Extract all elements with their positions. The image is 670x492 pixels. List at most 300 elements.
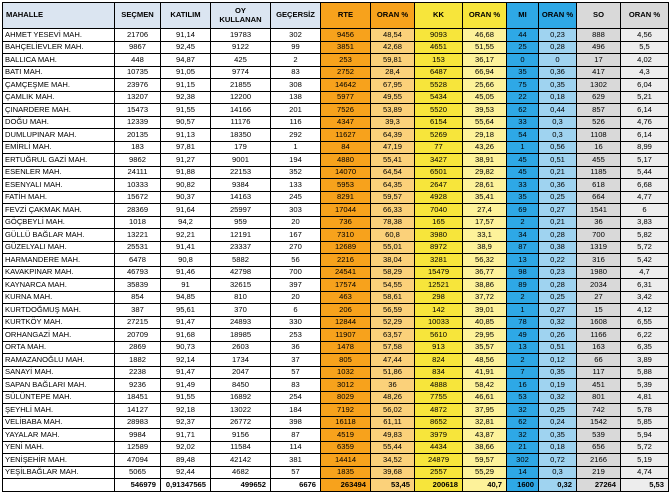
table-cell: 8652 — [415, 416, 463, 429]
table-cell: 11627 — [321, 129, 371, 142]
table-cell: 4,76 — [621, 116, 669, 129]
table-cell: 49,83 — [371, 429, 415, 442]
table-cell: 0,22 — [539, 254, 577, 267]
table-cell: 0,72 — [539, 454, 577, 467]
table-cell: 18451 — [115, 391, 161, 404]
table-cell: 539 — [577, 429, 621, 442]
total-cell: 40,7 — [463, 479, 507, 492]
table-cell: 5,44 — [621, 166, 669, 179]
table-cell: 4888 — [415, 379, 463, 392]
table-cell: 888 — [577, 29, 621, 42]
table-row — [3, 154, 669, 167]
table-cell: 45 — [507, 154, 539, 167]
table-cell: 56,02 — [371, 404, 415, 417]
table-cell: 17574 — [321, 279, 371, 292]
table-cell: 3012 — [321, 379, 371, 392]
mahalle-name-cell: ÇINARDERE MAH. — [3, 104, 115, 117]
table-cell: 43,87 — [463, 429, 507, 442]
table-cell: 0,25 — [539, 404, 577, 417]
table-cell: 6,68 — [621, 179, 669, 192]
table-cell: 352 — [271, 166, 321, 179]
table-cell: 18985 — [211, 329, 271, 342]
table-cell: 15672 — [115, 191, 161, 204]
table-cell: 4880 — [321, 154, 371, 167]
table-cell: 1166 — [577, 329, 621, 342]
table-cell: 857 — [577, 104, 621, 117]
table-cell: 11176 — [211, 116, 271, 129]
table-cell: 49,55 — [371, 91, 415, 104]
table-cell: 66 — [577, 354, 621, 367]
table-row — [3, 254, 669, 267]
total-cell: 1600 — [507, 479, 539, 492]
table-cell: 2 — [507, 354, 539, 367]
table-cell: 11584 — [211, 441, 271, 454]
mahalle-name-cell: FATİH MAH. — [3, 191, 115, 204]
mahalle-name-cell: ESENYALI MAH. — [3, 179, 115, 192]
table-row — [3, 229, 669, 242]
table-cell: 5,85 — [621, 416, 669, 429]
table-cell: 2034 — [577, 279, 621, 292]
table-cell: 55,41 — [371, 154, 415, 167]
table-cell: 21 — [507, 441, 539, 454]
table-row — [3, 191, 669, 204]
table-cell: 36,77 — [463, 266, 507, 279]
table-cell: 245 — [271, 191, 321, 204]
table-cell: 95,61 — [161, 304, 211, 317]
table-cell: 4,74 — [621, 466, 669, 479]
table-cell: 425 — [211, 54, 271, 67]
table-cell: 39,68 — [371, 466, 415, 479]
table-cell: 463 — [321, 291, 371, 304]
table-cell: 91,15 — [161, 79, 211, 92]
table-cell: 20 — [271, 291, 321, 304]
table-cell: 16118 — [321, 416, 371, 429]
table-cell: 2 — [507, 216, 539, 229]
table-cell: 33 — [507, 116, 539, 129]
table-cell: 6 — [621, 204, 669, 217]
table-cell: 91,27 — [161, 154, 211, 167]
table-cell: 1 — [507, 304, 539, 317]
table-cell: 44 — [507, 29, 539, 42]
table-cell: 801 — [577, 391, 621, 404]
table-cell: 9236 — [115, 379, 161, 392]
table-cell: 12200 — [211, 91, 271, 104]
table-cell: 22 — [507, 91, 539, 104]
table-cell: 29,18 — [463, 129, 507, 142]
table-cell: 27 — [577, 291, 621, 304]
table-cell: 4347 — [321, 116, 371, 129]
table-cell: 0,18 — [539, 441, 577, 454]
mahalle-name-cell: HARMANDERE MAH. — [3, 254, 115, 267]
table-cell: 526 — [577, 116, 621, 129]
table-cell: 87 — [507, 241, 539, 254]
table-cell: 0,28 — [539, 229, 577, 242]
table-cell: 5,94 — [621, 429, 669, 442]
table-cell: 618 — [577, 179, 621, 192]
table-cell: 5528 — [415, 79, 463, 92]
table-cell: 142 — [415, 304, 463, 317]
mahalle-name-cell: YEŞİLBAĞLAR MAH. — [3, 466, 115, 479]
table-cell: 47,44 — [371, 354, 415, 367]
table-cell: 4,56 — [621, 29, 669, 42]
table-cell: 316 — [577, 254, 621, 267]
table-cell: 91,41 — [161, 241, 211, 254]
table-cell: 23976 — [115, 79, 161, 92]
table-cell: 91,68 — [161, 329, 211, 342]
table-cell: 13207 — [115, 91, 161, 104]
table-cell: 9384 — [211, 179, 271, 192]
table-cell: 59,57 — [371, 191, 415, 204]
table-cell: 5,17 — [621, 154, 669, 167]
total-cell: 5,53 — [621, 479, 669, 492]
table-cell: 1018 — [115, 216, 161, 229]
table-row — [3, 241, 669, 254]
table-cell: 381 — [271, 454, 321, 467]
table-cell: 0,51 — [539, 341, 577, 354]
table-cell: 4,77 — [621, 191, 669, 204]
table-cell: 330 — [271, 316, 321, 329]
table-cell: 194 — [271, 154, 321, 167]
table-cell: 6154 — [415, 116, 463, 129]
table-cell: 45,05 — [463, 91, 507, 104]
table-cell: 5,21 — [621, 91, 669, 104]
table-cell: 39,01 — [463, 304, 507, 317]
table-cell: 1032 — [321, 366, 371, 379]
mahalle-name-cell: ÇAMLIK MAH. — [3, 91, 115, 104]
table-cell: 89,48 — [161, 454, 211, 467]
table-cell: 9122 — [211, 41, 271, 54]
table-cell: 24893 — [211, 316, 271, 329]
table-cell: 91,49 — [161, 379, 211, 392]
table-cell: 60,8 — [371, 229, 415, 242]
table-cell: 810 — [211, 291, 271, 304]
table-cell: 3980 — [415, 229, 463, 242]
table-cell: 303 — [271, 204, 321, 217]
table-cell: 12589 — [115, 441, 161, 454]
table-cell: 90,73 — [161, 341, 211, 354]
table-cell: 742 — [577, 404, 621, 417]
table-row — [3, 79, 669, 92]
table-cell: 0,23 — [539, 266, 577, 279]
table-cell: 163 — [577, 341, 621, 354]
table-cell: 308 — [271, 79, 321, 92]
table-cell: 1542 — [577, 416, 621, 429]
table-cell: 1882 — [115, 354, 161, 367]
header-rte-oran: ORAN % — [371, 3, 415, 29]
table-cell: 9862 — [115, 154, 161, 167]
table-cell: 12191 — [211, 229, 271, 242]
table-cell: 37,95 — [463, 404, 507, 417]
table-cell: 58,29 — [371, 266, 415, 279]
table-cell: 2869 — [115, 341, 161, 354]
table-cell: 11907 — [321, 329, 371, 342]
table-cell: 2647 — [415, 179, 463, 192]
table-cell: 64,35 — [371, 179, 415, 192]
table-cell: 7040 — [415, 204, 463, 217]
table-cell: 1478 — [321, 341, 371, 354]
table-cell: 2047 — [211, 366, 271, 379]
table-cell: 496 — [577, 41, 621, 54]
table-cell: 0,28 — [539, 279, 577, 292]
table-row — [3, 91, 669, 104]
mahalle-name-cell: YENİ MAH. — [3, 441, 115, 454]
table-cell: 91,47 — [161, 366, 211, 379]
table-cell: 0,26 — [539, 329, 577, 342]
table-cell: 7192 — [321, 404, 371, 417]
table-cell: 27,4 — [463, 204, 507, 217]
table-row — [3, 379, 669, 392]
table-cell: 36 — [271, 341, 321, 354]
table-cell: 91,14 — [161, 29, 211, 42]
table-cell: 824 — [415, 354, 463, 367]
table-cell: 53,89 — [371, 104, 415, 117]
table-cell: 55,01 — [371, 241, 415, 254]
table-row — [3, 179, 669, 192]
table-cell: 51,86 — [371, 366, 415, 379]
table-row — [3, 204, 669, 217]
table-cell: 92,44 — [161, 466, 211, 479]
table-row — [3, 129, 669, 142]
table-cell: 1302 — [577, 79, 621, 92]
table-cell: 397 — [271, 279, 321, 292]
table-cell: 36 — [371, 379, 415, 392]
table-cell: 21706 — [115, 29, 161, 42]
table-cell: 46,61 — [463, 391, 507, 404]
table-cell: 34,52 — [371, 454, 415, 467]
table-row — [3, 141, 669, 154]
table-cell: 270 — [271, 241, 321, 254]
table-cell: 6,35 — [621, 341, 669, 354]
table-cell: 59,57 — [463, 454, 507, 467]
mahalle-name-cell: ORHANGAZİ MAH. — [3, 329, 115, 342]
table-cell: 6 — [271, 304, 321, 317]
table-cell: 0,28 — [539, 41, 577, 54]
table-cell: 805 — [321, 354, 371, 367]
table-row — [3, 454, 669, 467]
total-cell: 263494 — [321, 479, 371, 492]
table-cell: 35 — [507, 66, 539, 79]
table-cell: 64,54 — [371, 166, 415, 179]
table-cell: 14127 — [115, 404, 161, 417]
table-cell: 23337 — [211, 241, 271, 254]
table-cell: 0,44 — [539, 104, 577, 117]
table-cell: 10333 — [115, 179, 161, 192]
table-cell: 25 — [507, 41, 539, 54]
table-cell: 33,1 — [463, 229, 507, 242]
table-cell: 0,21 — [539, 216, 577, 229]
table-cell: 92,02 — [161, 441, 211, 454]
totals-row — [3, 479, 669, 492]
table-cell: 138 — [271, 91, 321, 104]
header-mi: MI — [507, 3, 539, 29]
table-cell: 0,38 — [539, 241, 577, 254]
table-cell: 94,87 — [161, 54, 211, 67]
table-cell: 83 — [271, 66, 321, 79]
table-cell: 0,19 — [539, 379, 577, 392]
mahalle-name-cell: KURTKÖY MAH. — [3, 316, 115, 329]
mahalle-name-cell: SANAYİ MAH. — [3, 366, 115, 379]
table-cell: 5434 — [415, 91, 463, 104]
table-cell: 92,21 — [161, 229, 211, 242]
table-cell: 206 — [321, 304, 371, 317]
table-cell: 302 — [507, 454, 539, 467]
table-cell: 38,04 — [371, 254, 415, 267]
table-cell: 78,38 — [371, 216, 415, 229]
table-cell: 57 — [271, 466, 321, 479]
table-cell: 21855 — [211, 79, 271, 92]
table-row — [3, 66, 669, 79]
table-cell: 1185 — [577, 166, 621, 179]
table-cell: 700 — [271, 266, 321, 279]
table-cell: 43,26 — [463, 141, 507, 154]
table-cell: 69 — [507, 204, 539, 217]
table-cell: 99 — [271, 41, 321, 54]
table-cell: 0,23 — [539, 29, 577, 42]
table-cell: 4872 — [415, 404, 463, 417]
table-cell: 49 — [507, 329, 539, 342]
table-cell: 46793 — [115, 266, 161, 279]
table-cell: 25531 — [115, 241, 161, 254]
table-row — [3, 416, 669, 429]
header-oy-kullanan: OY KULLANAN — [211, 3, 271, 29]
table-cell: 4,7 — [621, 266, 669, 279]
table-cell: 417 — [577, 66, 621, 79]
table-cell: 24541 — [321, 266, 371, 279]
table-cell: 94,85 — [161, 291, 211, 304]
table-cell: 41,91 — [463, 366, 507, 379]
mahalle-name-cell: RAMAZANOĞLU MAH. — [3, 354, 115, 367]
table-cell: 8972 — [415, 241, 463, 254]
table-cell: 14414 — [321, 454, 371, 467]
mahalle-name-cell: GÜLLÜ BAĞLAR MAH. — [3, 229, 115, 242]
mahalle-name-cell: SÜLÜNTEPE MAH. — [3, 391, 115, 404]
table-cell: 1108 — [577, 129, 621, 142]
table-cell: 117 — [577, 366, 621, 379]
table-cell: 40,85 — [463, 316, 507, 329]
table-cell: 7 — [507, 366, 539, 379]
table-cell: 35,41 — [463, 191, 507, 204]
table-row — [3, 166, 669, 179]
table-cell: 91,64 — [161, 204, 211, 217]
table-cell: 3979 — [415, 429, 463, 442]
table-cell: 370 — [211, 304, 271, 317]
table-cell: 6501 — [415, 166, 463, 179]
table-cell: 201 — [271, 104, 321, 117]
table-cell: 91,88 — [161, 166, 211, 179]
mahalle-name-cell: VELİBABA MAH. — [3, 416, 115, 429]
table-cell: 0,25 — [539, 291, 577, 304]
table-cell: 32 — [507, 429, 539, 442]
table-cell: 66,94 — [463, 66, 507, 79]
header-secmen: SEÇMEN — [115, 3, 161, 29]
table-cell: 83 — [271, 379, 321, 392]
table-cell: 3851 — [321, 41, 371, 54]
table-cell: 6487 — [415, 66, 463, 79]
table-cell: 4651 — [415, 41, 463, 54]
mahalle-name-cell: GÖÇBEYLİ MAH. — [3, 216, 115, 229]
header-mi-oran: ORAN % — [539, 3, 577, 29]
table-cell: 8,99 — [621, 141, 669, 154]
table-cell: 302 — [271, 29, 321, 42]
total-cell: 27264 — [577, 479, 621, 492]
table-cell: 58,42 — [463, 379, 507, 392]
table-cell: 54,55 — [371, 279, 415, 292]
table-cell: 91,71 — [161, 429, 211, 442]
table-cell: 451 — [577, 379, 621, 392]
total-cell: 499652 — [211, 479, 271, 492]
mahalle-name-cell: DOĞU MAH. — [3, 116, 115, 129]
table-cell: 5,72 — [621, 441, 669, 454]
table-cell: 36,17 — [463, 54, 507, 67]
table-row — [3, 341, 669, 354]
table-cell: 10033 — [415, 316, 463, 329]
table-cell: 0,36 — [539, 66, 577, 79]
table-cell: 37 — [271, 354, 321, 367]
table-cell: 34 — [507, 229, 539, 242]
table-cell: 14163 — [211, 191, 271, 204]
table-cell: 90,82 — [161, 179, 211, 192]
table-cell: 448 — [115, 54, 161, 67]
table-cell: 6359 — [321, 441, 371, 454]
table-cell: 0,18 — [539, 91, 577, 104]
table-cell: 4519 — [321, 429, 371, 442]
table-cell: 0,35 — [539, 79, 577, 92]
table-cell: 92,14 — [161, 354, 211, 367]
table-cell: 0,25 — [539, 191, 577, 204]
table-cell: 35 — [507, 191, 539, 204]
table-cell: 53 — [507, 391, 539, 404]
table-cell: 9774 — [211, 66, 271, 79]
table-cell: 20135 — [115, 129, 161, 142]
table-cell: 59,81 — [371, 54, 415, 67]
table-cell: 91,13 — [161, 129, 211, 142]
table-cell: 17,57 — [463, 216, 507, 229]
mahalle-name-cell: KURTDOĞMUŞ MAH. — [3, 304, 115, 317]
table-cell: 20709 — [115, 329, 161, 342]
table-row — [3, 116, 669, 129]
mahalle-name-cell: ORTA MAH. — [3, 341, 115, 354]
mahalle-name-cell: BALLICA MAH. — [3, 54, 115, 67]
table-cell: 13 — [507, 254, 539, 267]
table-cell: 18350 — [211, 129, 271, 142]
table-cell: 35839 — [115, 279, 161, 292]
table-cell: 7526 — [321, 104, 371, 117]
table-cell: 54 — [507, 129, 539, 142]
table-cell: 35,57 — [463, 341, 507, 354]
table-cell: 0,3 — [539, 129, 577, 142]
table-cell: 64,39 — [371, 129, 415, 142]
table-cell: 28,4 — [371, 66, 415, 79]
table-cell: 25997 — [211, 204, 271, 217]
table-cell: 254 — [271, 391, 321, 404]
table-cell: 7310 — [321, 229, 371, 242]
table-cell: 16 — [507, 379, 539, 392]
table-cell: 656 — [577, 441, 621, 454]
table-cell: 6478 — [115, 254, 161, 267]
total-cell: 0,32 — [539, 479, 577, 492]
table-cell: 91,47 — [161, 316, 211, 329]
table-cell: 92,38 — [161, 91, 211, 104]
table-cell: 3281 — [415, 254, 463, 267]
table-cell: 0 — [539, 54, 577, 67]
table-cell: 17 — [577, 54, 621, 67]
header-row — [3, 3, 669, 29]
table-cell: 13 — [507, 341, 539, 354]
table-cell: 36 — [577, 216, 621, 229]
table-cell: 736 — [321, 216, 371, 229]
table-cell: 3,89 — [621, 354, 669, 367]
table-cell: 5953 — [321, 179, 371, 192]
